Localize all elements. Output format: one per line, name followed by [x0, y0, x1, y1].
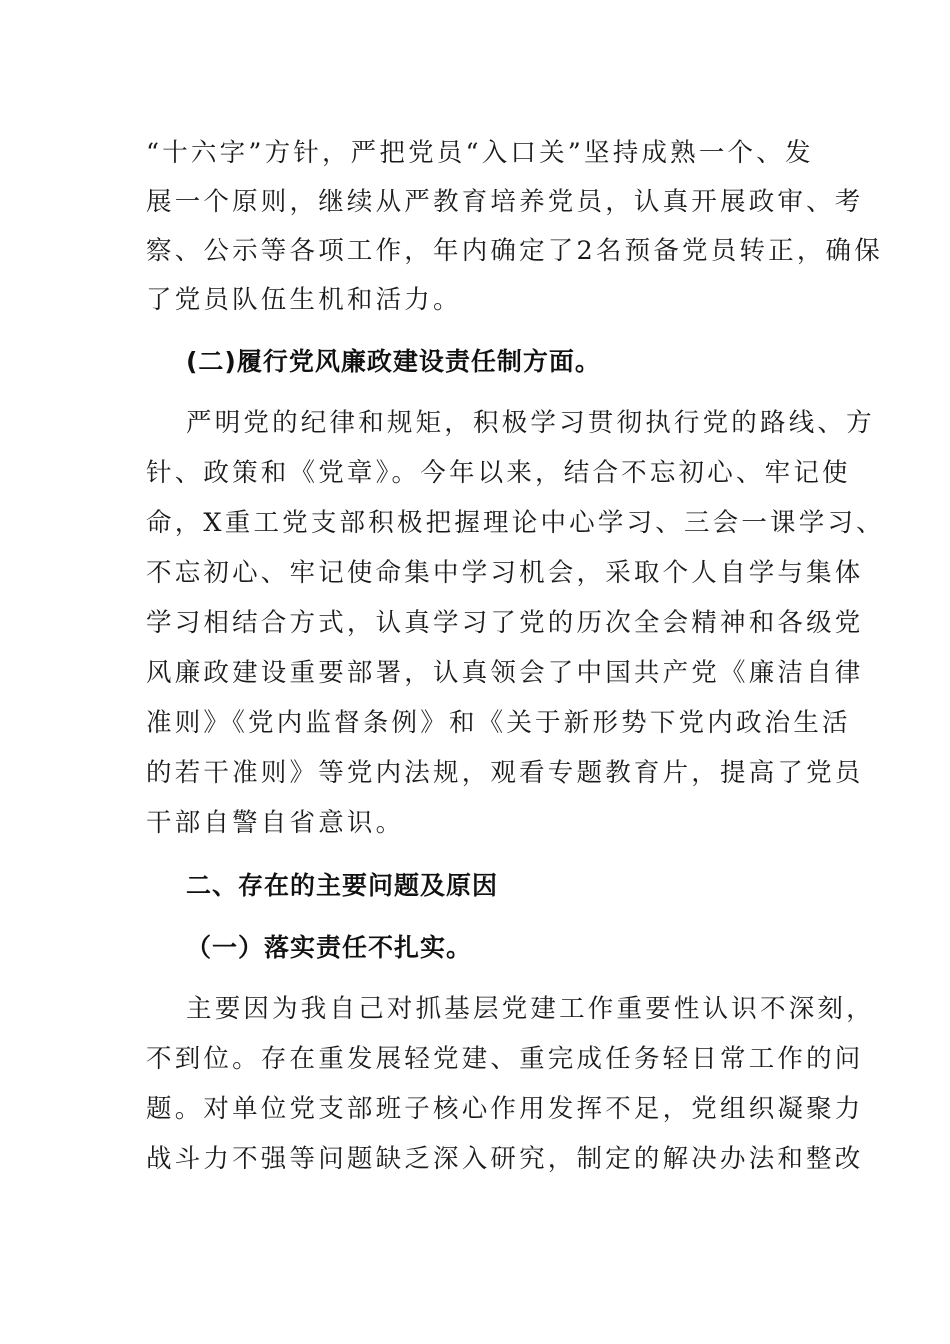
paragraph-3-line-3: 题。对单位党支部班子核心作用发挥不足，党组织凝聚力: [146, 1094, 864, 1124]
paragraph-3-line-4: 战斗力不强等问题缺乏深入研究，制定的解决办法和整改: [146, 1144, 864, 1174]
paragraph-1-line-1: “十六字”方针，严把党员“入口关”坚持成熟一个、发: [146, 138, 814, 168]
paragraph-2-line-6: 风廉政建设重要部署，认真领会了中国共产党《廉洁自律: [146, 658, 864, 688]
paragraph-1-line-2: 展一个原则，继续从严教育培养党员，认真开展政审、考: [146, 187, 864, 217]
paragraph-1-line-4: 了党员队伍生机和活力。: [146, 285, 462, 315]
paragraph-2-line-1: 严明党的纪律和规矩，积极学习贯彻执行党的路线、方: [186, 408, 875, 438]
paragraph-2-line-8: 的若干准则》等党内法规，观看专题教育片，提高了党员: [146, 758, 864, 788]
paragraph-2-line-9: 干部自警自省意识。: [146, 808, 405, 838]
paragraph-2-line-3: 命，X重工党支部积极把握理论中心学习、三会一课学习、: [146, 508, 885, 538]
heading-2: (二)履行党风廉政建设责任制方面。: [186, 347, 601, 376]
paragraph-3-line-1: 主要因为我自己对抓基层党建工作重要性认识不深刻，: [186, 994, 875, 1024]
paragraph-2-line-4: 不忘初心、牢记使命集中学习机会，采取个人自学与集体: [146, 558, 864, 588]
paragraph-3-line-2: 不到位。存在重发展轻党建、重完成任务轻日常工作的问: [146, 1044, 864, 1074]
paragraph-1-line-3: 察、公示等各项工作，年内确定了2名预备党员转正，确保: [146, 236, 883, 266]
paragraph-2-line-7: 准则》《党内监督条例》和《关于新形势下党内政治生活: [146, 708, 851, 738]
subheading-1: （一）落实责任不扎实。: [186, 933, 473, 962]
paragraph-2-line-5: 学习相结合方式，认真学习了党的历次全会精神和各级党: [146, 608, 864, 638]
section-heading: 二、存在的主要问题及原因: [186, 871, 499, 900]
paragraph-2-line-2: 针、政策和《党章》。今年以来，结合不忘初心、牢记使: [146, 458, 851, 488]
